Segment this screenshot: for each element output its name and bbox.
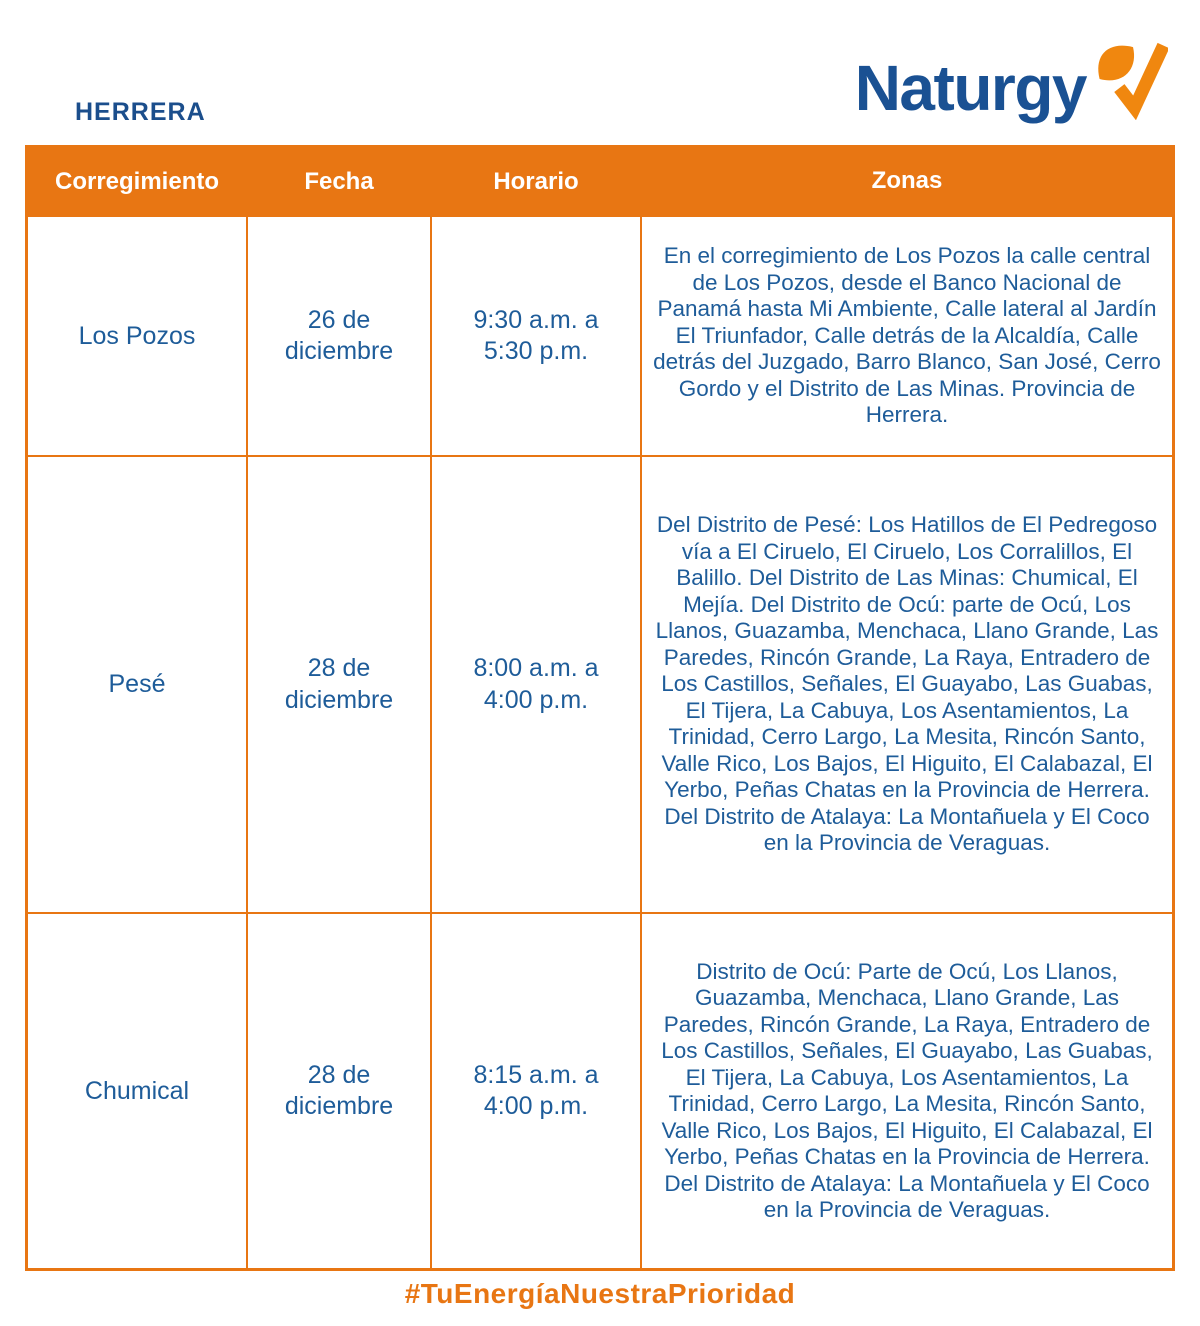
cell-zonas: Del Distrito de Pesé: Los Hatillos de El Pedregoso vía a El Ciruelo, El Ciruelo, Los Corralillos, El Balillo. Del Distrito de Las Minas: Chumical, El Mejía. Del Distrito de Ocú: parte de Ocú, Los Llanos, Guazamba, Menchaca, Llano Grande, Las Paredes, Rincón Grande, La Raya, Entradero de Los Castillos, Señales, El Guayabo, Las Guabas, El Tijera, La Cabuya, Los Asentamientos, La Trinidad, Cerro Largo, La Mesita, Rincón Santo, Valle Rico, Los Bajos, El Higuito, El Calabazal, El Yerbo, Peñas Chatas en la Provincia de Herrera. Del Distrito de Atalaya: La Montañuela y El Coco en la Provincia de Veraguas. — [640, 457, 1172, 912]
naturgy-logo — [854, 38, 1168, 124]
butterfly-icon — [1092, 38, 1168, 120]
table-row — [28, 455, 1172, 912]
naturgy-wordmark: Naturgy — [854, 52, 1086, 124]
cell-corregimiento: Chumical — [84, 1076, 190, 1105]
region-title: HERRERA — [75, 98, 206, 126]
table-row — [28, 912, 1172, 1268]
header-corregimiento: Corregimiento — [54, 167, 219, 195]
header-horario: Horario — [430, 148, 640, 215]
cell-fecha: 28 de diciembre — [246, 914, 430, 1268]
cell-corregimiento: Los Pozos — [78, 321, 196, 350]
table-row — [28, 215, 1172, 455]
cell-fecha: 28 de diciembre — [246, 457, 430, 912]
header-zonas: Zonas — [640, 148, 1172, 215]
outage-schedule-table — [25, 145, 1175, 1271]
table-header-row — [28, 148, 1172, 215]
footer-hashtag: #TuEnergíaNuestraPrioridad — [404, 1278, 796, 1309]
cell-horario: 9:30 a.m. a 5:30 p.m. — [430, 217, 640, 455]
cell-horario: 8:00 a.m. a 4:00 p.m. — [430, 457, 640, 912]
cell-corregimiento: Pesé — [108, 670, 166, 698]
cell-fecha: 26 de diciembre — [246, 217, 430, 455]
cell-horario: 8:15 a.m. a 4:00 p.m. — [430, 914, 640, 1268]
header-fecha: Fecha — [246, 148, 430, 215]
cell-zonas: Distrito de Ocú: Parte de Ocú, Los Llanos, Guazamba, Menchaca, Llano Grande, Las Paredes, Rincón Grande, La Raya, Entradero de Los Castillos, Señales, El Guayabo, Las Guabas, El Tijera, La Cabuya, Los Asentamientos, La Trinidad, Cerro Largo, La Mesita, Rincón Santo, Valle Rico, Los Bajos, El Higuito, El Calabazal, El Yerbo, Peñas Chatas en la Provincia de Herrera. Del Distrito de Atalaya: La Montañuela y El Coco en la Provincia de Veraguas. — [640, 914, 1172, 1268]
cell-zonas: En el corregimiento de Los Pozos la calle central de Los Pozos, desde el Banco Nacional de Panamá hasta Mi Ambiente, Calle lateral al Jardín El Triunfador, Calle detrás de la Alcaldía, Calle detrás del Juzgado, Barro Blanco, San José, Cerro Gordo y el Distrito de Las Minas. Provincia de Herrera. — [640, 217, 1172, 455]
